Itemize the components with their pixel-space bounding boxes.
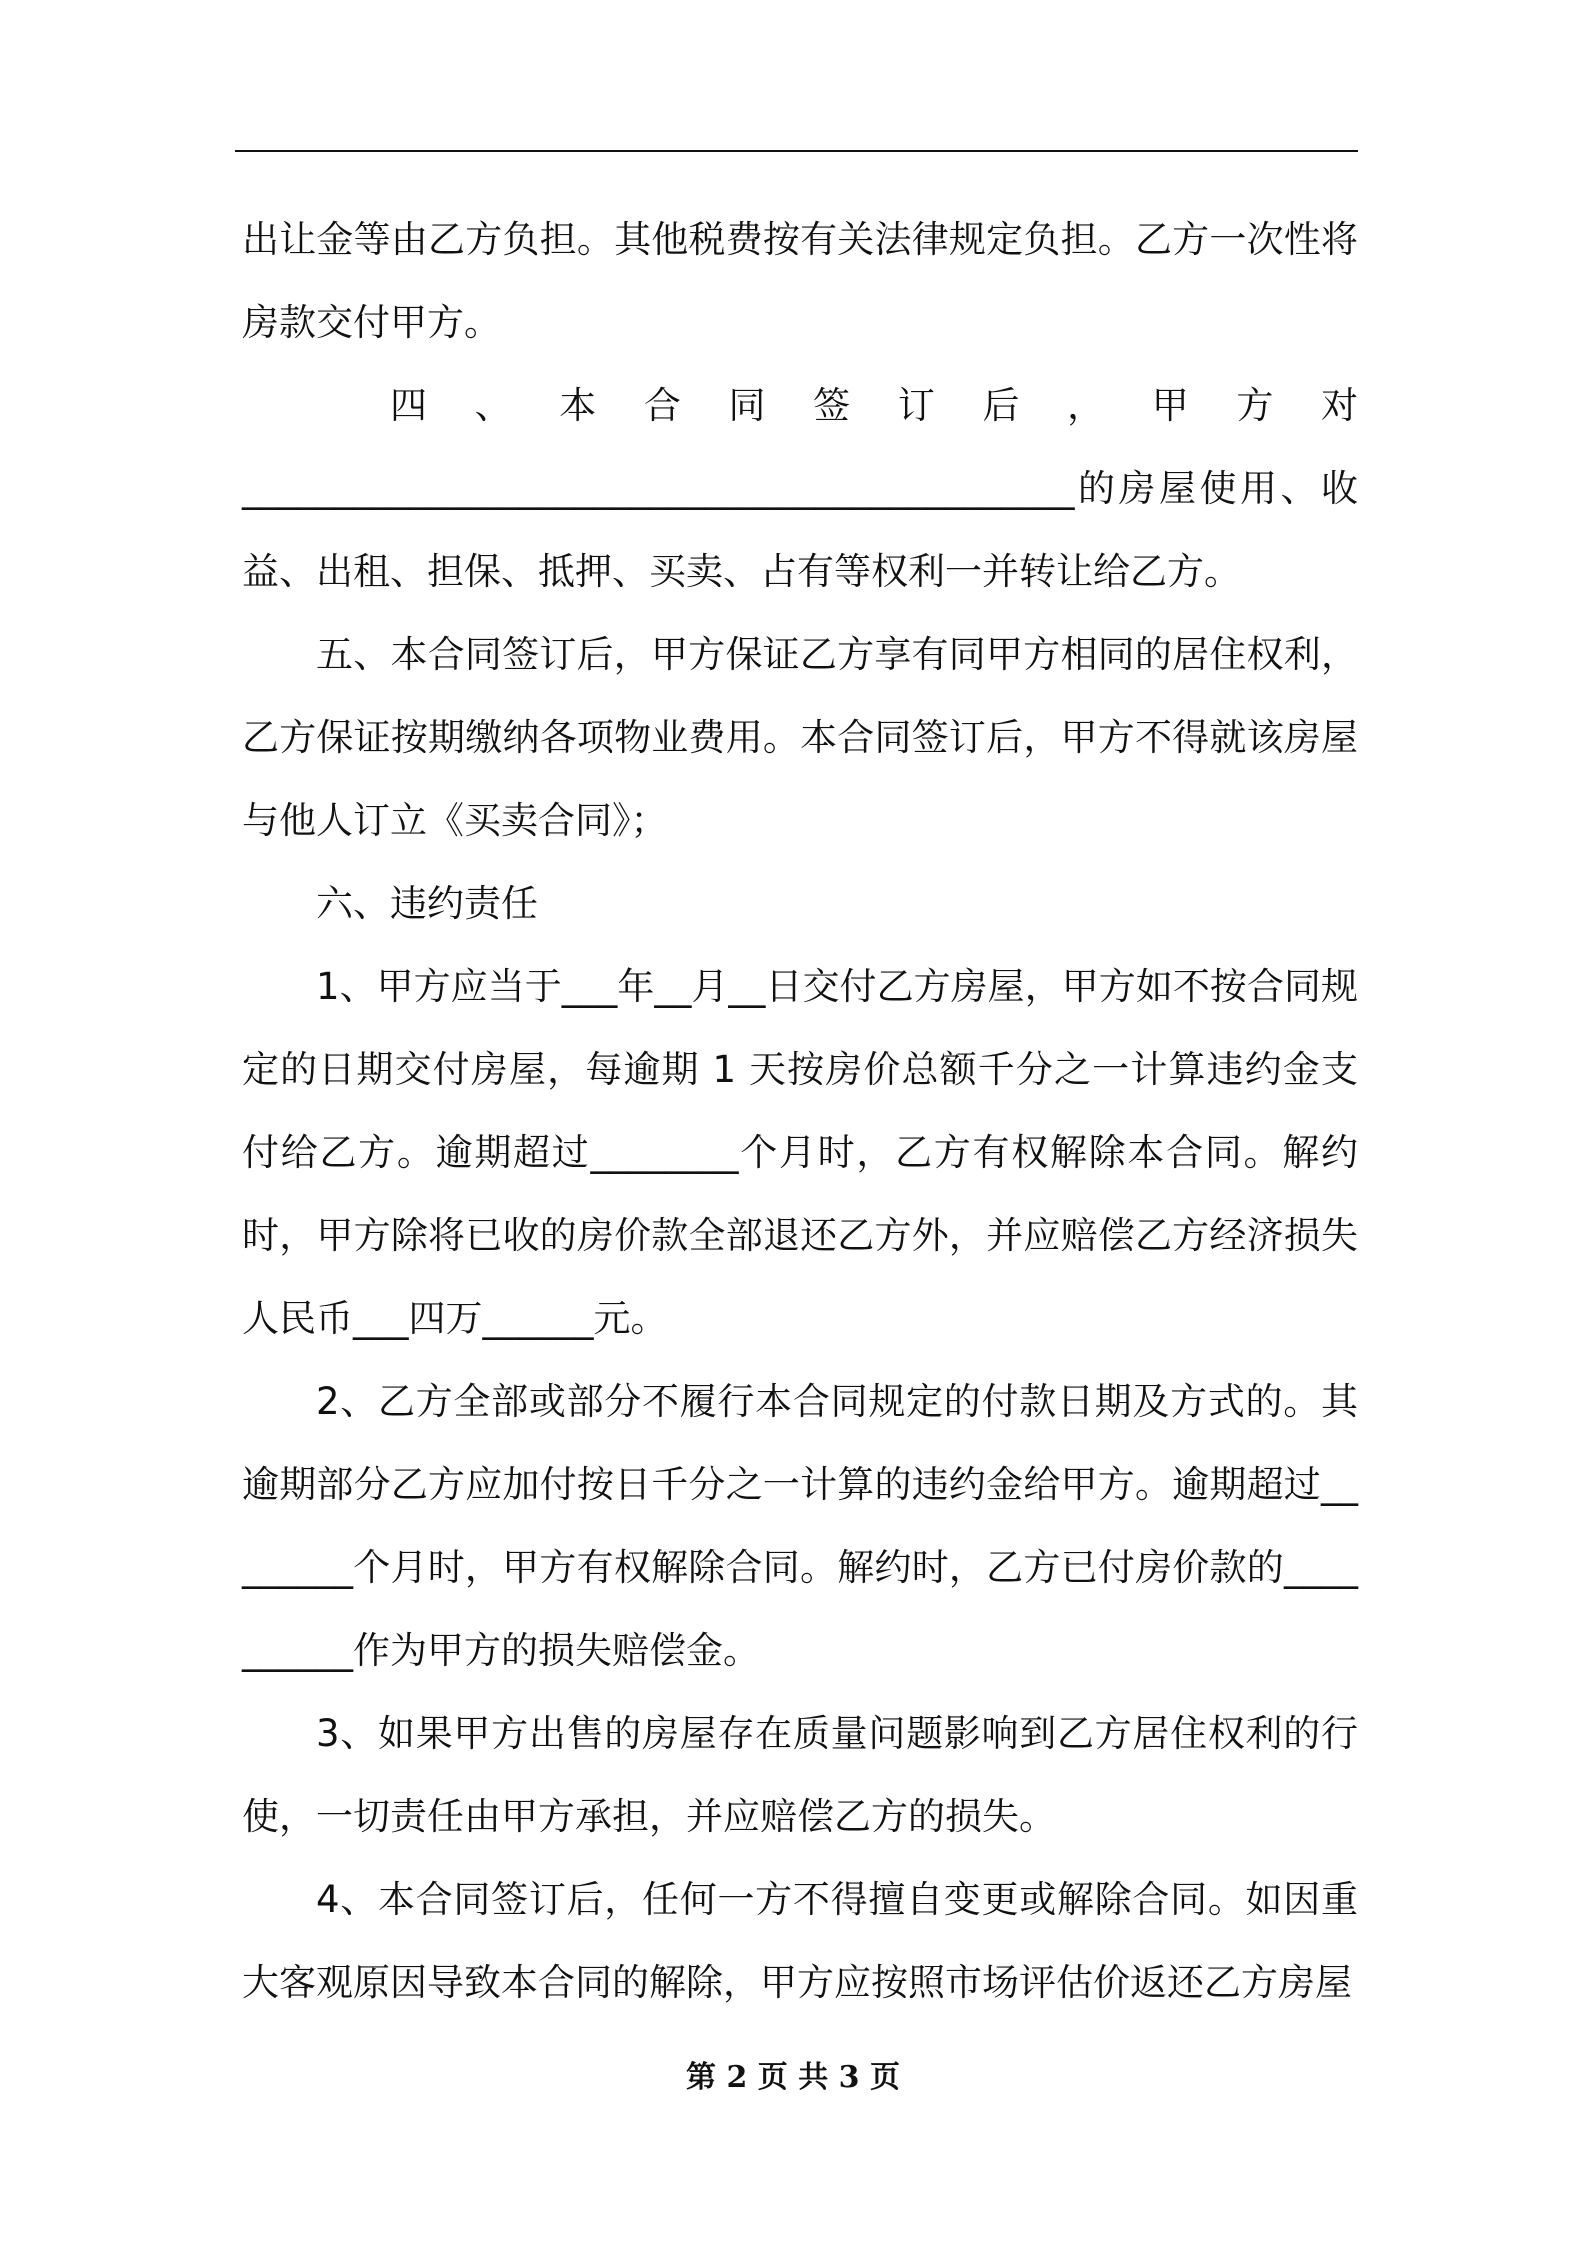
paragraph-clause-6-2: 2、乙方全部或部分不履行本合同规定的付款日期及方式的。其逾期部分乙方应加付按日千分之一计算的违约金给甲方。逾期超过________个月时，甲方有权解除合同。解约时，乙方已付房价款的__________作为甲方的损失赔偿金。 [242,1380,1358,1672]
paragraph-clause-6-1: 1、甲方应当于___年__月__日交付乙方房屋，甲方如不按合同规定的日期交付房屋，每逾期 1 天按房价总额千分之一计算违约金支付给乙方。逾期超过________个月时，乙方有权解除本合同。解约时，甲方除将已收的房价款全部退还乙方外，并应赔偿乙方经济损失人民币___四万______元。 [242,965,1358,1340]
paragraph-clause-4-heading: 四、本合同签订后，甲方对 [390,384,1358,427]
paragraph-land-fee: 出让金等由乙方负担。其他税费按有关法律规定负担。乙方一次性将房款交付甲方。 [242,218,1358,344]
document-body [242,198,1358,2024]
header-rule [235,150,1358,152]
paragraph-clause-4-rights: _____________________________________________的房屋使用、收益、出租、担保、抵押、买卖、占有等权利一并转让给乙方。 [242,467,1358,593]
paragraph-clause-6-3: 3、如果甲方出售的房屋存在质量问题影响到乙方居住权利的行使，一切责任由甲方承担，并应赔偿乙方的损失。 [242,1712,1358,1838]
paragraph-clause-6-title: 六、违约责任 [316,882,538,925]
paragraph-clause-5: 五、本合同签订后，甲方保证乙方享有同甲方相同的居住权利，乙方保证按期缴纳各项物业费用。本合同签订后，甲方不得就该房屋与他人订立《买卖合同》； [242,633,1358,842]
paragraph-clause-6-4: 4、本合同签订后，任何一方不得擅自变更或解除合同。如因重大客观原因导致本合同的解除，甲方应按照市场评估价返还乙方房屋 [242,1878,1358,2004]
page-number-footer: 第 2 页 共 3 页 [686,2060,900,2095]
